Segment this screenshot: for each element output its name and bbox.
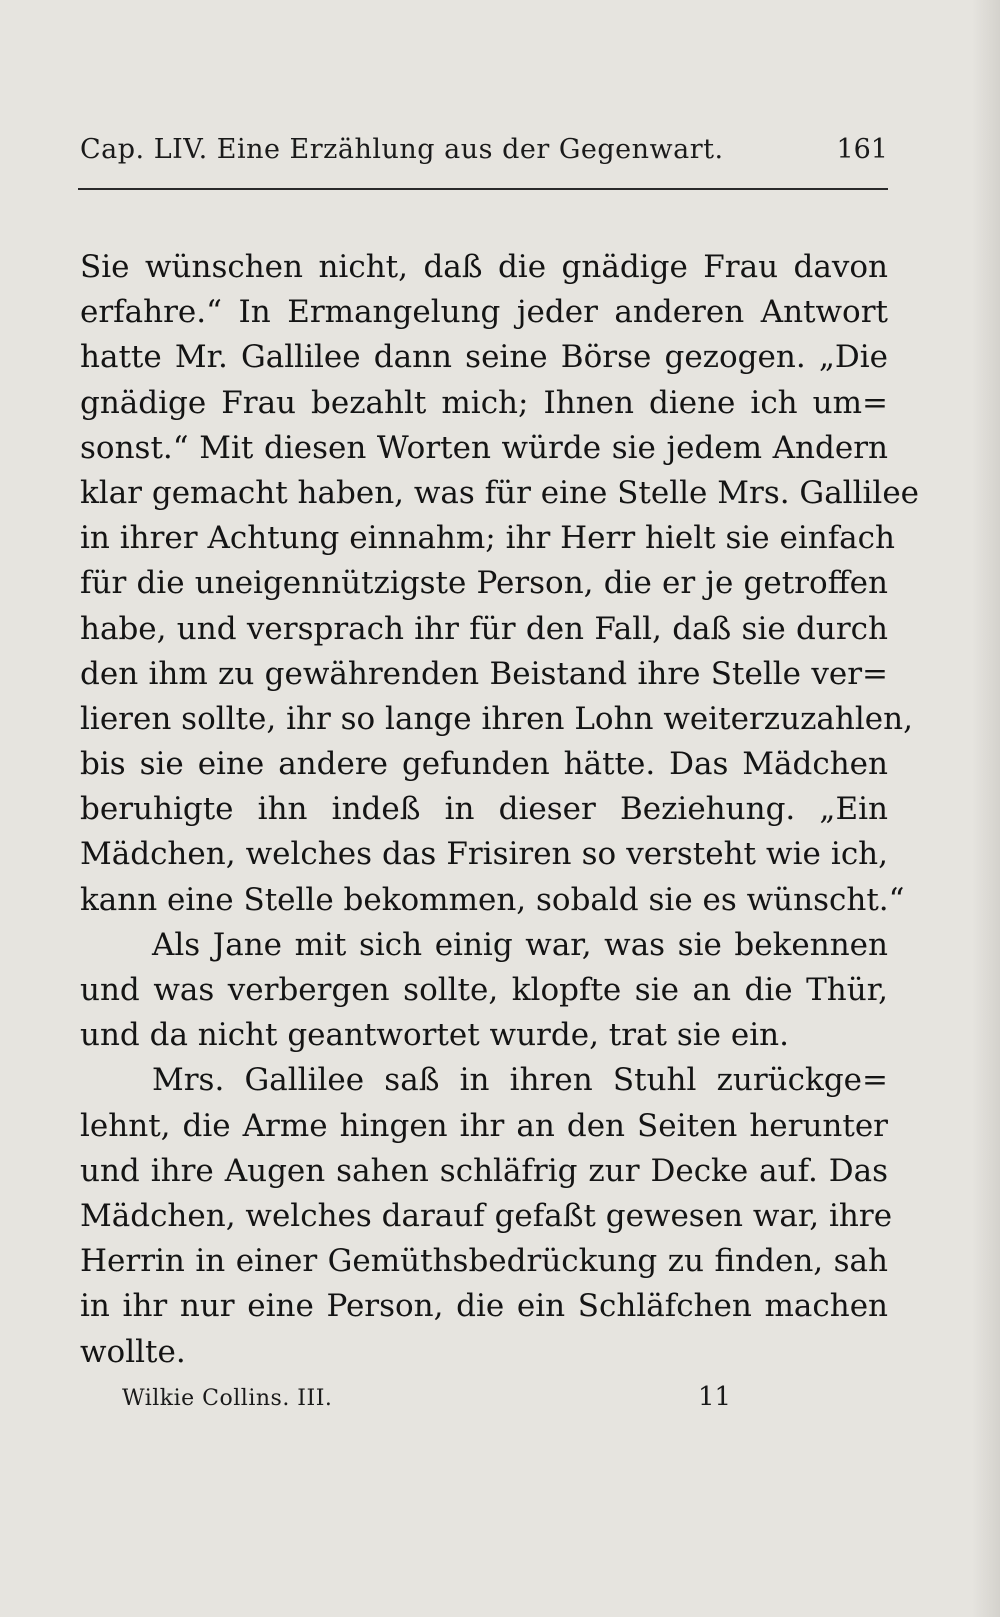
text-line: und was verbergen sollte, klopfte sie an die Thür,	[80, 972, 888, 1008]
text-line: klar gemacht haben, was für eine Stelle Mrs. Gallilee	[80, 474, 920, 511]
text-line: Mädchen, welches darauf gefaßt gewesen war, ihre	[80, 1197, 893, 1234]
paragraph-first-line: Mrs. Gallilee saß in ihren Stuhl zurückge=	[152, 1062, 888, 1099]
body-text	[80, 245, 920, 1375]
text-line: in ihrer Achtung einnahm; ihr Herr hielt sie einfach	[80, 520, 895, 557]
text-line: und da nicht geantwortet wurde, trat sie ein.	[80, 1017, 789, 1054]
text-line: kann eine Stelle bekommen, sobald sie es wünscht.“	[80, 881, 905, 918]
text-line: Sie wünschen nicht, daß die gnädige Frau davon	[80, 249, 888, 285]
text-line: wollte.	[80, 1333, 186, 1370]
text-line: gnädige Frau bezahlt mich; Ihnen diene ich um=	[80, 384, 888, 421]
text-line: erfahre.“ In Ermangelung jeder anderen Antwort	[80, 294, 888, 331]
text-line: hatte Mr. Gallilee dann seine Börse gezogen. „Die	[80, 339, 888, 376]
text-line: lieren sollte, ihr so lange ihren Lohn weiterzuzahlen,	[80, 700, 913, 737]
text-line: Herrin in einer Gemüthsbedrückung zu finden, sah	[80, 1243, 888, 1280]
text-line: habe, und versprach ihr für den Fall, daß sie durch	[80, 610, 888, 647]
text-line: in ihr nur eine Person, die ein Schläfchen machen	[80, 1288, 888, 1325]
page-number: 161	[836, 134, 888, 165]
chapter-title: Cap. LIV. Eine Erzählung aus der Gegenwart.	[80, 134, 724, 165]
paragraph-first-line: Als Jane mit sich einig war, was sie bekennen	[152, 926, 888, 963]
header-rule	[78, 188, 888, 190]
text-line: sonst.“ Mit diesen Worten würde sie jedem Andern	[80, 429, 888, 466]
page-footer	[80, 1382, 888, 1426]
text-line: und ihre Augen sahen schläfrig zur Decke auf. Das	[80, 1152, 888, 1189]
signature-mark: 11	[698, 1382, 732, 1412]
text-line: bis sie eine andere gefunden hätte. Das Mädchen	[80, 746, 888, 783]
text-line: lehnt, die Arme hingen ihr an den Seiten herunter	[80, 1107, 888, 1144]
text-line: den ihm zu gewährenden Beistand ihre Stelle ver=	[80, 655, 888, 692]
text-line: Mädchen, welches das Frisiren so versteht wie ich,	[80, 836, 888, 873]
footer-author-volume: Wilkie Collins. III.	[122, 1386, 333, 1411]
text-line: beruhigte ihn indeß in dieser Beziehung. „Ein	[80, 791, 888, 828]
text-line: für die uneigennützigste Person, die er je getroffen	[80, 565, 888, 602]
running-header	[80, 128, 888, 178]
